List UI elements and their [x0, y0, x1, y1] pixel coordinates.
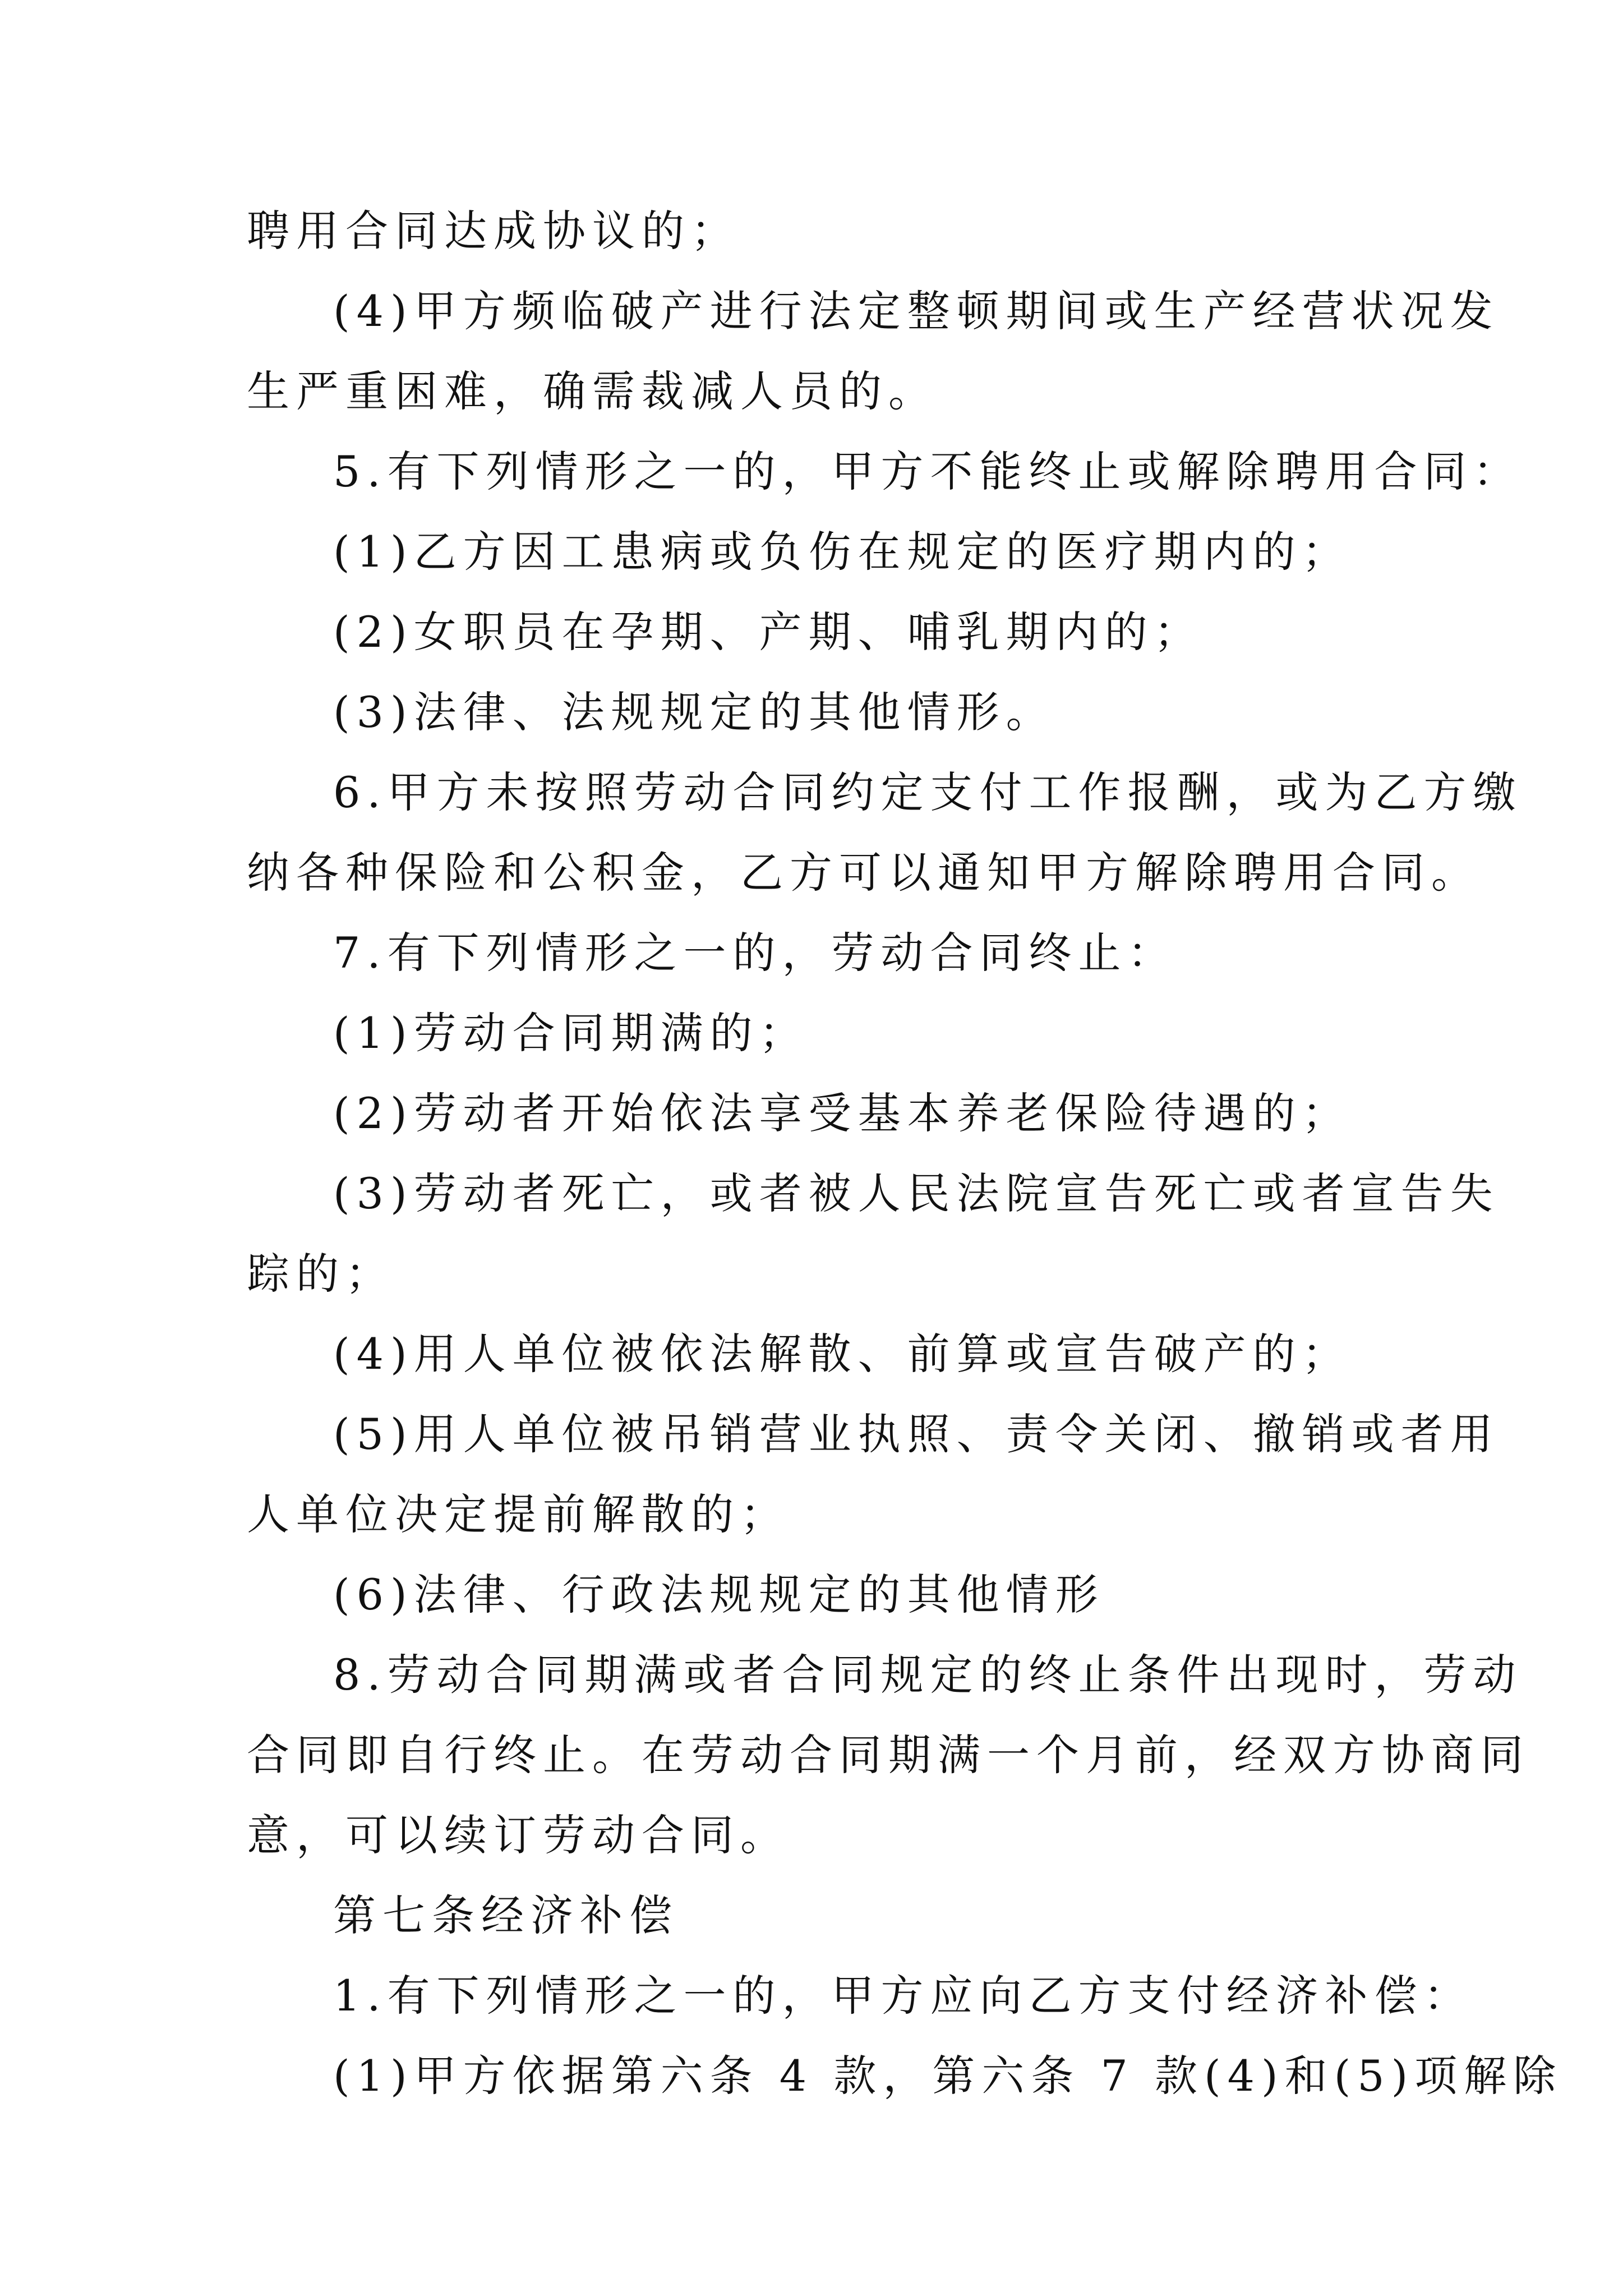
text-line: (4)用人单位被依法解散、前算或宣告破产的； [333, 1329, 1352, 1379]
text-line: (3)劳动者死亡，或者被人民法院宣告死亡或者宣告失 [333, 1168, 1500, 1218]
document-body [247, 191, 1563, 2116]
text-line: (3)法律、法规规定的其他情形。 [333, 687, 1055, 737]
text-line: 8.劳动合同期满或者合同规定的终止条件出现时，劳动 [333, 1650, 1523, 1700]
text-line: 生严重困难，确需裁减人员的。 [247, 366, 938, 416]
text-line: (4)甲方频临破产进行法定整顿期间或生产经营状况发 [333, 286, 1500, 336]
text-line: 纳各种保险和公积金，乙方可以通知甲方解除聘用合同。 [247, 848, 1481, 898]
text-line: (5)用人单位被吊销营业执照、责令关闭、撤销或者用 [333, 1409, 1500, 1459]
text-line: 7.有下列情形之一的，劳动合同终止： [333, 928, 1177, 978]
text-line: 踪的； [247, 1249, 395, 1299]
text-line: 5.有下列情形之一的，甲方不能终止或解除聘用合同： [333, 447, 1523, 496]
text-line: (6)法律、行政法规规定的其他情形 [333, 1570, 1105, 1619]
text-line: (2)劳动者开始依法享受基本养老保险待遇的； [333, 1088, 1352, 1138]
text-line: 人单位决定提前解散的； [247, 1489, 790, 1539]
text-line: 1.有下列情形之一的，甲方应向乙方支付经济补偿： [333, 1971, 1473, 2021]
text-line: (1)甲方依据第六条 4 款，第六条 7 款(4)和(5)项解除 [333, 2051, 1563, 2101]
text-line: 意，可以续订劳动合同。 [247, 1810, 790, 1860]
text-line: (1)乙方因工患病或负伤在规定的医疗期内的； [333, 527, 1352, 577]
text-line: 合同即自行终止。在劳动合同期满一个月前，经双方协商同 [247, 1730, 1530, 1780]
text-line: (2)女职员在孕期、产期、哺乳期内的； [333, 607, 1204, 657]
text-line: 6.甲方未按照劳动合同约定支付工作报酬，或为乙方缴 [333, 767, 1523, 817]
text-line: 聘用合同达成协议的； [247, 206, 740, 256]
text-line: (1)劳动合同期满的； [333, 1008, 809, 1058]
section-heading: 第七条经济补偿 [333, 1890, 679, 1940]
